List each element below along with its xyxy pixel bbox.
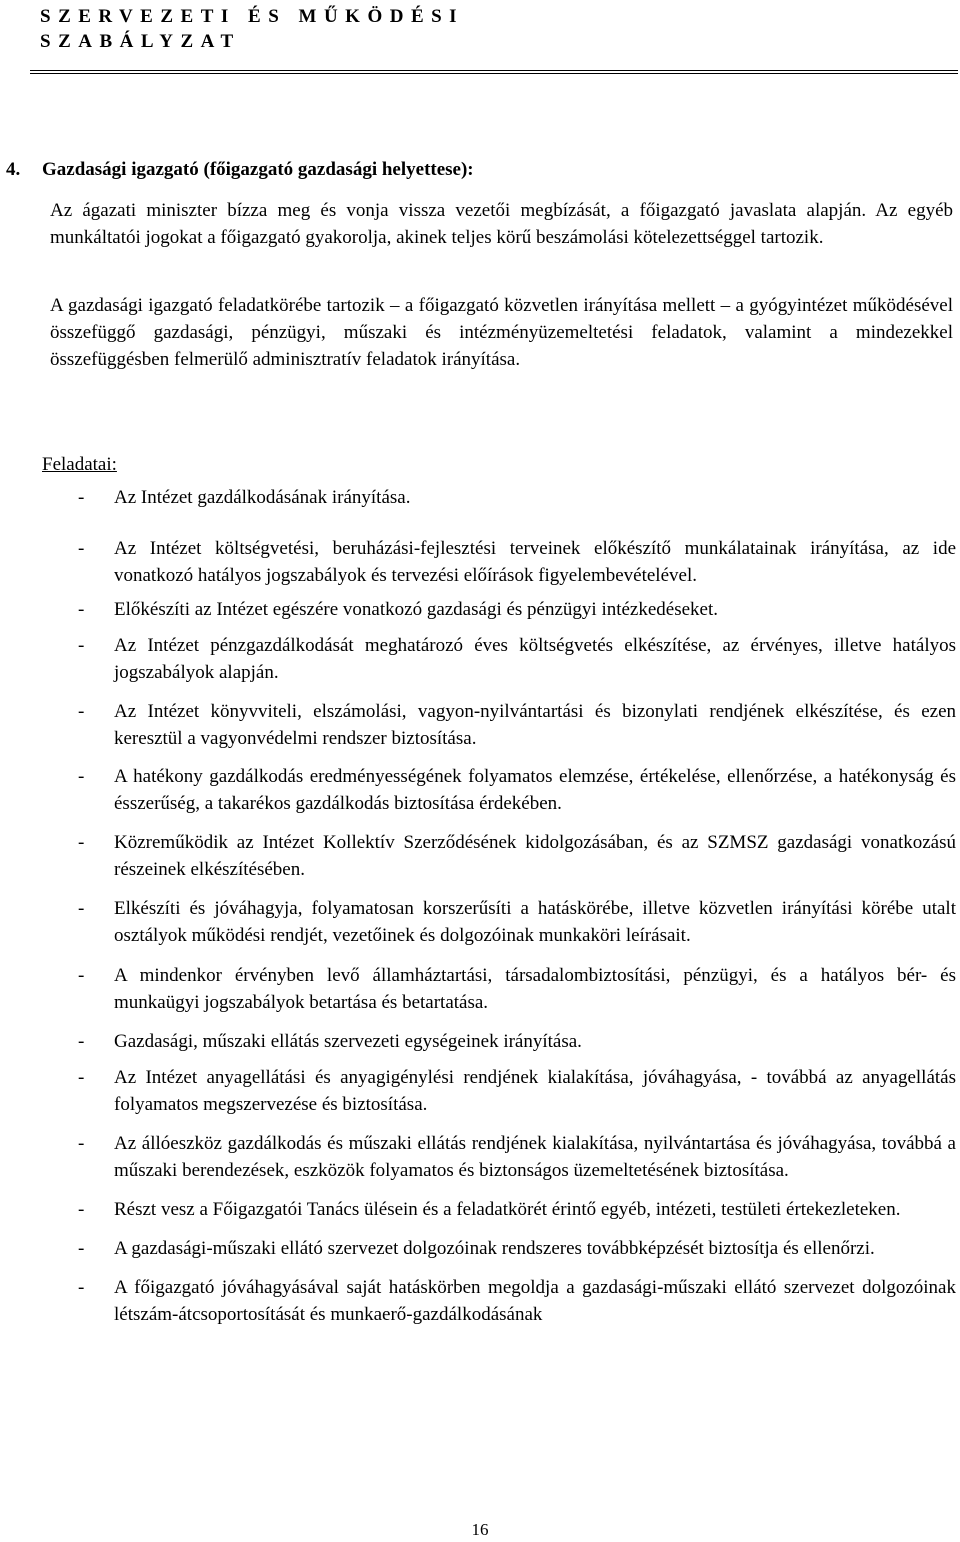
list-item: - A hatékony gazdálkodás eredményességének folyamatos elemzése, értékelése, ellenőrzése, a hatékonyság és ésszerűség, a takarékos gazdálkodás biztosítása érdekében.	[66, 763, 956, 817]
page-number: 16	[471, 1520, 489, 1539]
tasks-list	[66, 484, 956, 1328]
paragraph-responsibilities: A gazdasági igazgató feladatkörébe tartozik – a főigazgató közvetlen irányítása mellett – a gyógyintézet működésével összefüggő gazdasági, pénzügyi, műszaki és intézményüzemeltetési feladatok, valamint a mindezekkel összefüggésben felmerülő adminisztratív feladatok irányítása.	[50, 295, 953, 370]
list-item: - Közreműködik az Intézet Kollektív Szerződésének kidolgozásában, és az SZMSZ gazdasági vonatkozású részeinek elkészítésében.	[66, 829, 956, 883]
list-item: - Az Intézet anyagellátási és anyagigénylési rendjének kialakítása, jóváhagyása, - továbbá az anyagellátás folyamatos megszervezése és biztosítása.	[66, 1064, 956, 1118]
list-item: - A főigazgató jóváhagyásával saját hatáskörben megoldja a gazdasági-műszaki ellátó szervezet dolgozóinak létszám-átcsoportosítását és munkaerő-gazdálkodásának	[66, 1274, 956, 1328]
section-title: Gazdasági igazgató (főigazgató gazdasági helyettese):	[42, 159, 474, 180]
list-item: - Az Intézet könyvviteli, elszámolási, vagyon-nyilvántartási és bizonylati rendjének elkészítése, és ezen keresztül a vagyonvédelmi rendszer biztosítása.	[66, 698, 956, 752]
list-item: - Az Intézet költségvetési, beruházási-fejlesztési terveinek előkészítő munkálatainak irányítása, az ide vonatkozó hatályos jogszabályok és tervezési előírások figyelembevételével.	[66, 535, 956, 589]
header-line-1: SZERVEZETI ÉS MŰKÖDÉSI	[40, 6, 465, 27]
list-item: - A gazdasági-műszaki ellátó szervezet dolgozóinak rendszeres továbbképzését biztosítja és ellenőrzi.	[66, 1235, 956, 1262]
header-line-2: SZABÁLYZAT	[40, 31, 241, 52]
list-item: - A mindenkor érvényben levő államháztartási, társadalombiztosítási, pénzügyi, és a hatályos bér- és munkaügyi jogszabályok betartása és betartatása.	[66, 962, 956, 1016]
paragraph-appointment: Az ágazati miniszter bízza meg és vonja vissza vezetői megbízását, a főigazgató javaslata alapján. Az egyéb munkáltatói jogokat a főigazgató gyakorolja, akinek teljes körű beszámolási kötelezettséggel tartozik.	[50, 200, 953, 248]
list-item: - Részt vesz a Főigazgatói Tanács ülésein és a feladatkörét érintő egyéb, intézeti, testületi értekezleteken.	[66, 1196, 956, 1223]
section-number: 4.	[6, 159, 21, 180]
list-item: - Előkészíti az Intézet egészére vonatkozó gazdasági és pénzügyi intézkedéseket.	[66, 596, 956, 623]
list-item: - Az Intézet pénzgazdálkodását meghatározó éves költségvetés elkészítése, az érvényes, illetve hatályos jogszabályok alapján.	[66, 632, 956, 686]
header-divider	[30, 70, 958, 74]
tasks-heading: Feladatai:	[42, 454, 117, 475]
list-item: - Az állóeszköz gazdálkodás és műszaki ellátás rendjének kialakítása, nyilvántartása és jóváhagyása, továbbá a műszaki berendezések, eszközök folyamatos és biztonságos üzemeltetésének biztosítása.	[66, 1130, 956, 1184]
list-item: - Elkészíti és jóváhagyja, folyamatosan korszerűsíti a hatáskörébe, illetve közvetlen irányítási körébe utalt osztályok működési rendjét, vezetőinek és dolgozóinak munkaköri leírásait.	[66, 895, 956, 949]
section-heading	[6, 157, 474, 183]
list-item: - Gazdasági, műszaki ellátás szervezeti egységeinek irányítása.	[66, 1028, 956, 1055]
list-item: - Az Intézet gazdálkodásának irányítása.	[66, 484, 956, 511]
document-header	[40, 4, 464, 54]
